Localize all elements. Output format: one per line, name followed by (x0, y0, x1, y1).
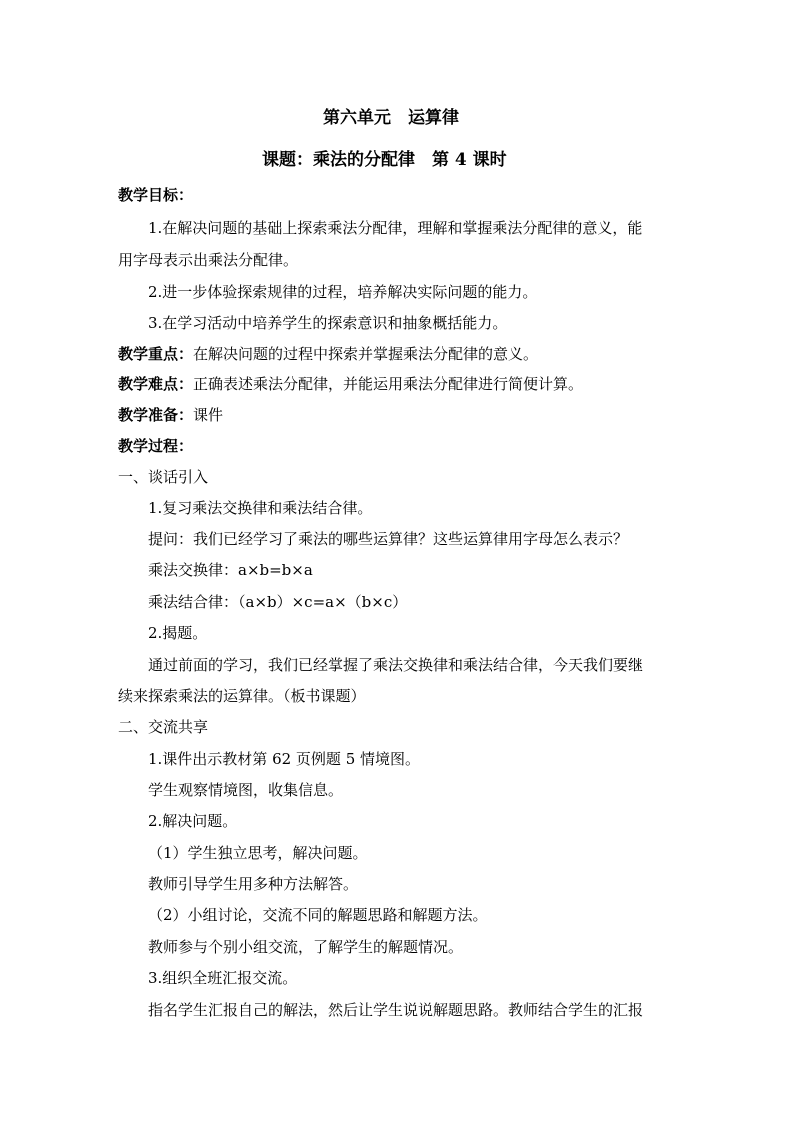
s2-item-3: 3.组织全班汇报交流。 (148, 969, 298, 987)
s1-commutative-law: 乘法交换律：a×b=b×a (148, 561, 313, 579)
s2-guide: 教师引导学生用多种方法解答。 (148, 875, 359, 893)
s1-item-1: 1.复习乘法交换律和乘法结合律。 (148, 499, 373, 517)
s2-sub-1: （1）学生独立思考，解决问题。 (148, 844, 368, 862)
prep-label: 教学准备： (118, 406, 194, 424)
s1-associative-law: 乘法结合律：（a×b）×c=a×（b×c） (148, 593, 408, 611)
s1-para-line-1: 通过前面的学习，我们已经掌握了乘法交换律和乘法结合律，今天我们要继 (148, 656, 644, 674)
key-point (118, 344, 538, 364)
lesson-title: 课题：乘法的分配律 第 4 课时 (262, 150, 507, 170)
s1-para-line-2: 续来探索乘法的运算律。（板书课题） (118, 687, 366, 705)
s1-question: 提问：我们已经学习了乘法的哪些运算律？这些运算律用字母怎么表示？ (148, 530, 629, 548)
s2-sub-2: （2）小组讨论，交流不同的解题思路和解题方法。 (148, 906, 488, 924)
preparation (118, 405, 223, 425)
difficulty-text: 正确表述乘法分配律，并能运用乘法分配律进行简便计算。 (193, 375, 584, 393)
s2-item-2: 2.解决问题。 (148, 812, 238, 830)
s2-item-1: 1.课件出示教材第 62 页例题 5 情境图。 (148, 750, 421, 768)
difficulty (118, 374, 583, 394)
s2-join: 教师参与个别小组交流，了解学生的解题情况。 (148, 938, 464, 956)
difficulty-label: 教学难点： (118, 375, 194, 393)
objective-1-line-2: 用字母表示出乘法分配律。 (118, 251, 299, 269)
unit-title: 第六单元 运算律 (323, 108, 459, 128)
section-2-heading: 二、交流共享 (118, 718, 209, 736)
objective-2: 2.进一步体验探索规律的过程，培养解决实际问题的能力。 (148, 283, 538, 301)
s1-item-2: 2.揭题。 (148, 624, 208, 642)
key-point-label: 教学重点： (118, 345, 194, 363)
objectives-heading: 教学目标： (118, 186, 194, 204)
objective-1-line-1: 1.在解决问题的基础上探索乘法分配律，理解和掌握乘法分配律的意义，能 (148, 219, 643, 237)
section-1-heading: 一、谈话引入 (118, 468, 209, 486)
s2-report: 指名学生汇报自己的解法，然后让学生说说解题思路。教师结合学生的汇报 (148, 1001, 644, 1019)
prep-text: 课件 (193, 406, 224, 424)
key-point-text: 在解决问题的过程中探索并掌握乘法分配律的意义。 (193, 345, 539, 363)
process-heading: 教学过程： (118, 437, 194, 455)
s2-observe: 学生观察情境图，收集信息。 (148, 781, 344, 799)
objective-3: 3.在学习活动中培养学生的探索意识和抽象概括能力。 (148, 314, 508, 332)
